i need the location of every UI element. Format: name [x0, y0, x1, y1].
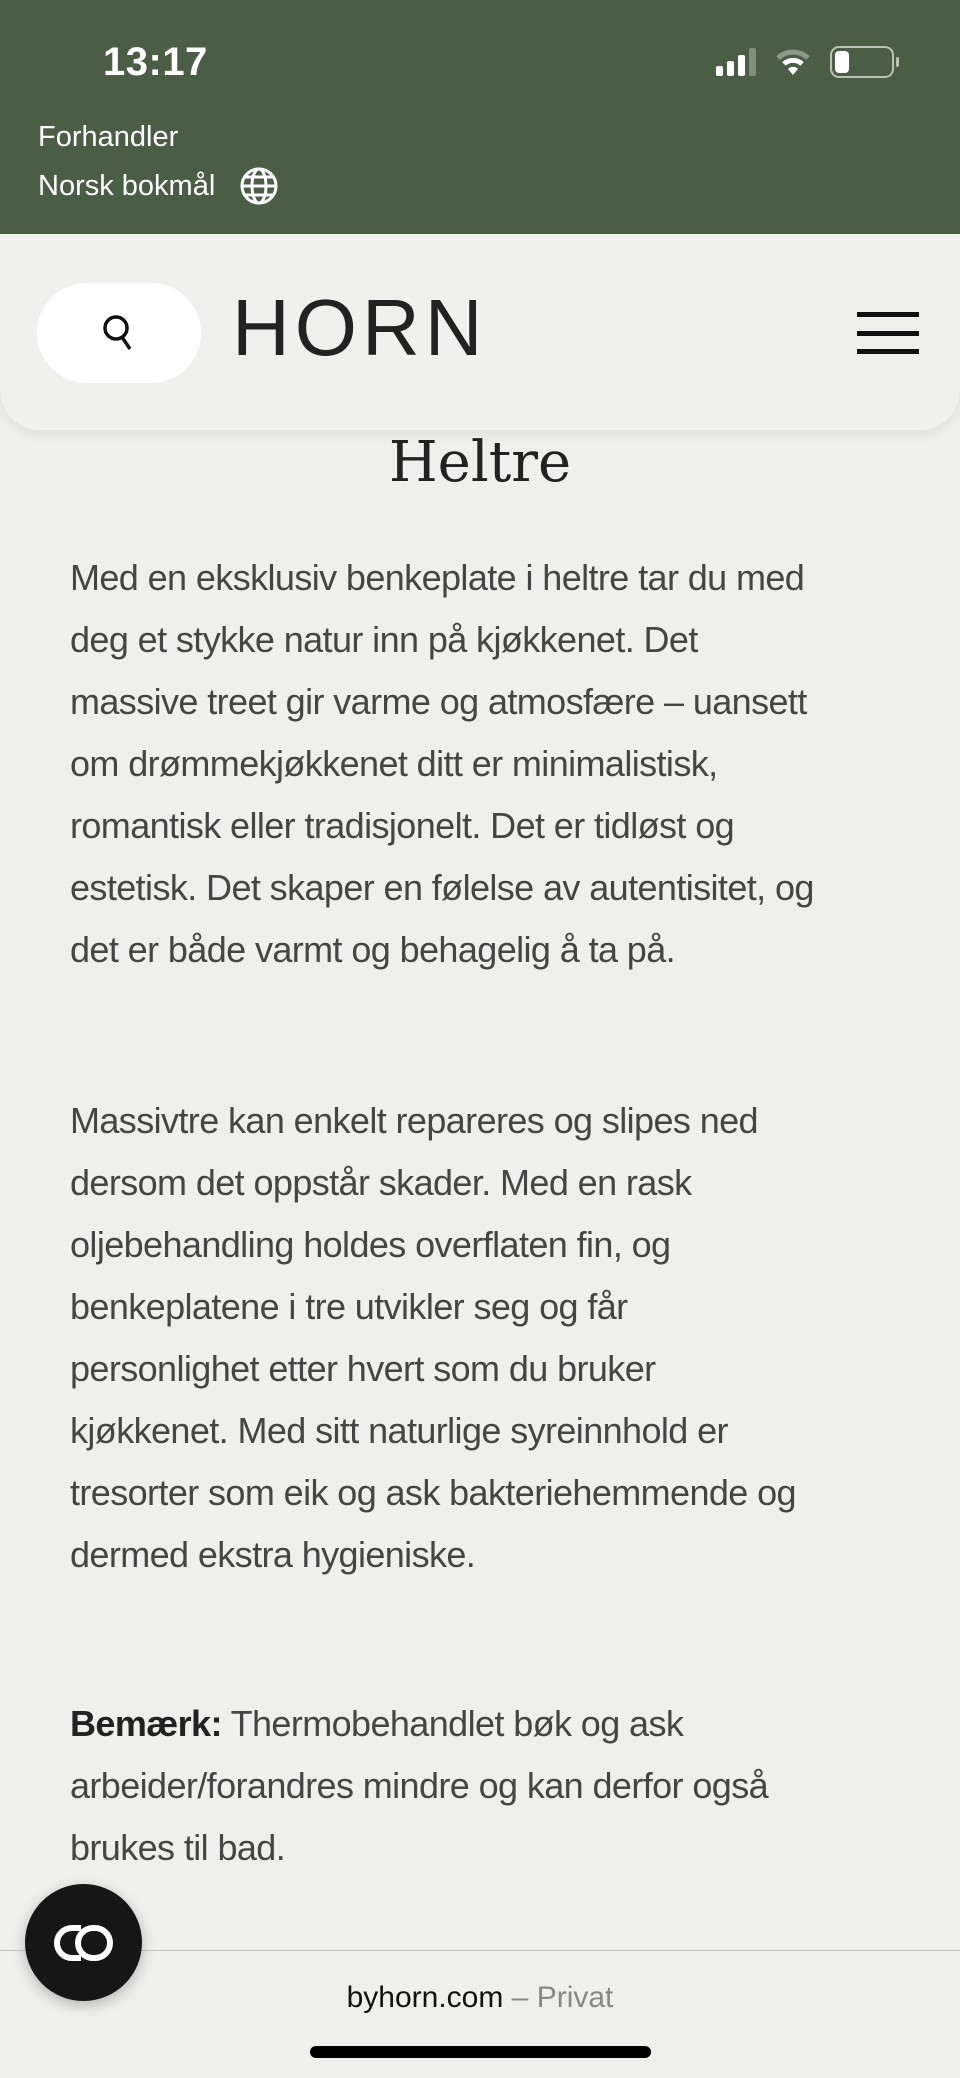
wifi-icon [776, 48, 810, 76]
language-selector[interactable] [38, 166, 279, 206]
text-line: det er både varmt og behagelig å ta på. [70, 929, 676, 970]
search-button[interactable] [37, 283, 201, 383]
text-line: om drømmekjøkkenet ditt er minimalistisk, [70, 743, 718, 784]
url-separator: – [503, 1981, 537, 2014]
text-line: arbeider/forandres mindre og kan derfor også [70, 1765, 769, 1806]
site-topbar [0, 0, 960, 234]
globe-icon [239, 166, 279, 206]
text-line: deg et stykke natur inn på kjøkkenet. Det [70, 619, 698, 660]
dealer-link[interactable]: Forhandler [38, 121, 179, 153]
text-line: brukes til bad. [70, 1827, 286, 1868]
page-title: Heltre [388, 430, 572, 495]
text-line: kjøkkenet. Med sitt naturlige syreinnhold er [70, 1410, 728, 1451]
status-time: 13:17 [103, 40, 208, 84]
note-label: Bemærk: [70, 1703, 222, 1744]
text-line: tresorter som eik og ask bakteriehemmende og [70, 1472, 796, 1513]
language-label: Norsk bokmål [38, 169, 216, 202]
main-header [0, 234, 960, 430]
text-line: massive treet gir varme og atmosfære – uansett [70, 681, 807, 722]
chat-logo-icon [53, 1923, 115, 1963]
paragraph-note [70, 1693, 930, 1879]
text-line: Med en eksklusiv benkeplate i heltre tar du med [70, 557, 805, 598]
url-domain: byhorn.com [346, 1981, 504, 2014]
text-line: dermed ekstra hygieniske. [70, 1534, 476, 1575]
search-icon [99, 311, 139, 355]
text-line: romantisk eller tradisjonelt. Det er tidløst og [70, 805, 735, 846]
paragraph-maintenance [70, 1090, 930, 1586]
chat-button[interactable] [25, 1884, 142, 2001]
text-line: benkeplatene i tre utvikler seg og får [70, 1286, 628, 1327]
text-line: personlighet etter hvert som du bruker [70, 1348, 656, 1389]
text-line: estetisk. Det skaper en følelse av autentisitet, og [70, 867, 814, 908]
url-display[interactable] [0, 1981, 960, 2015]
status-icons [716, 46, 894, 78]
text-line: Massivtre kan enkelt repareres og slipes ned [70, 1100, 758, 1141]
home-indicator[interactable] [310, 2046, 651, 2058]
battery-icon [830, 46, 894, 78]
hamburger-menu-button[interactable] [857, 312, 919, 354]
horn-logo[interactable]: HORN [232, 283, 488, 372]
text-line: dersom det oppstår skader. Med en rask [70, 1162, 692, 1203]
browser-address-bar[interactable] [0, 1950, 960, 2078]
text-line: Thermobehandlet bøk og ask [221, 1703, 684, 1744]
paragraph-intro [70, 547, 930, 981]
private-mode-label: Privat [536, 1981, 614, 2014]
text-line: oljebehandling holdes overflaten fin, og [70, 1224, 671, 1265]
signal-icon [716, 48, 756, 76]
